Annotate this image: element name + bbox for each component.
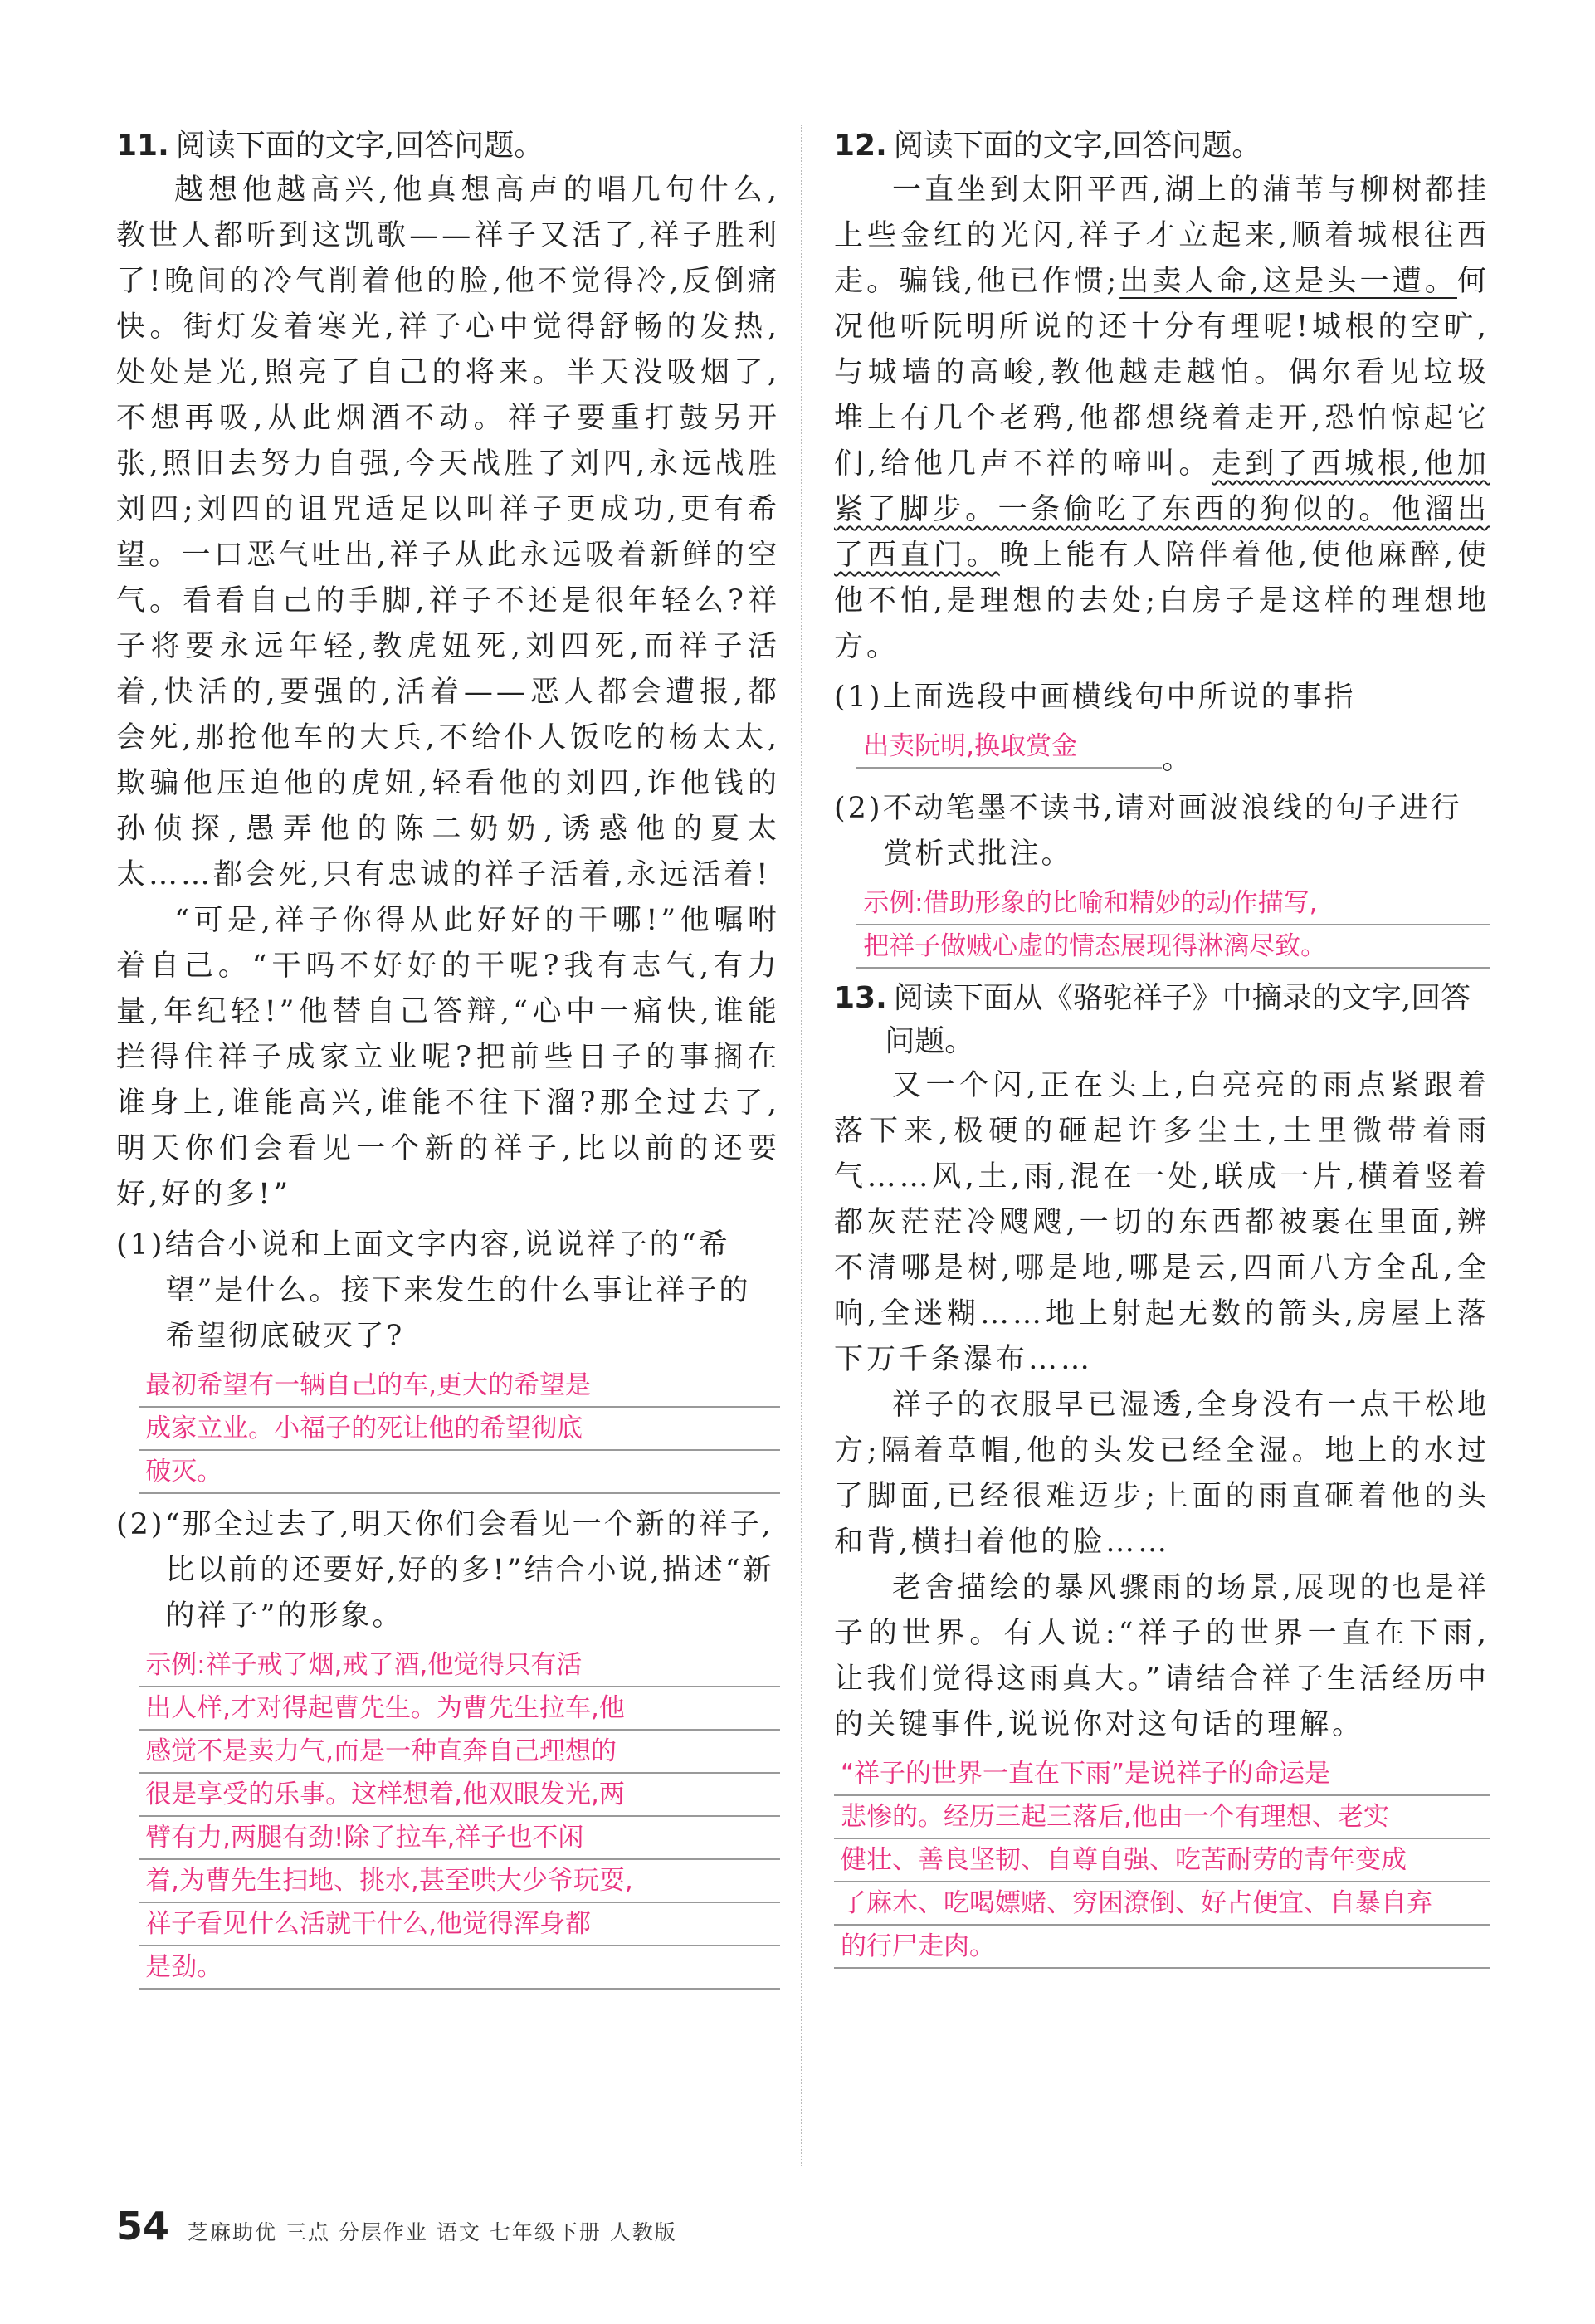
q12-sub1-text: 上面选段中画横线句中所说的事指: [882, 681, 1356, 714]
answer-line: 破灭。: [139, 1451, 780, 1494]
q11-sub2-question: [116, 1502, 780, 1639]
q12-sub1-answer: [834, 725, 1490, 778]
page-number: 54: [116, 2204, 170, 2248]
answer-line: 出人样,才对得起曹先生。为曹先生拉车,他: [139, 1687, 780, 1731]
q11-heading: [116, 124, 780, 168]
q13-passage-2: 祥子的衣服早已湿透,全身没有一点干松地方;隔着草帽,他的头发已经全湿。地上的水过了脚面,已经很难迈步;上面的雨直砸着他的头和背,横扫着他的脸……: [834, 1389, 1490, 1559]
answer-line: 祥子看见什么活就干什么,他觉得浑身都: [139, 1903, 780, 1946]
book-info: 芝麻助优 三点 分层作业 语文 七年级下册 人教版: [188, 2220, 677, 2244]
answer-line: 最初希望有一辆自己的车,更大的希望是: [139, 1365, 780, 1408]
answer-line: 着,为曹先生扫地、挑水,甚至哄大少爷玩耍,: [139, 1860, 780, 1903]
q12-number: 12.: [834, 129, 887, 163]
q13-passage-1: 又一个闪,正在头上,白亮亮的雨点紧跟着落下来,极硬的砸起许多尘土,土里微带着雨气……风,土,雨,混在一处,联成一片,横着竖着都灰茫茫冷飕飕,一切的东西都被裹在里面,辨不清哪是树,哪是地,哪是云,四面八方全乱,全响,全迷糊……地上射起无数的箭头,房屋上落下万千条瀑布……: [834, 1069, 1490, 1376]
answer-line: 很是享受的乐事。这样想着,他双眼发光,两: [139, 1774, 780, 1817]
q12-sub2-answer: [834, 882, 1490, 969]
left-column: [116, 124, 780, 1998]
q11-sub2-label: (2): [116, 1508, 165, 1541]
q11-sub1-question: [116, 1223, 780, 1360]
q12-sub2-question: [834, 786, 1490, 877]
q12-passage-b: 何况他听阮明所说的还十分有理呢!城根的空旷,与城墙的高峻,教他越走越怕。偶尔看见垃圾堆上有几个老鸦,他都想绕着走开,恐怕惊起它们,给他几声不祥的啼叫。: [834, 265, 1490, 481]
right-column: [834, 124, 1490, 1977]
answer-line: 的行尸走肉。: [834, 1926, 1490, 1969]
q11-sub1-answer: [116, 1365, 780, 1494]
q13-passage-3: 老舍描绘的暴风骤雨的场景,展现的也是祥子的世界。有人说:“祥子的世界一直在下雨,让我们觉得这雨真大。”请结合祥子生活经历中的关键事件,说说你对这句话的理解。: [834, 1571, 1490, 1741]
q11-passage-1: 越想他越高兴,他真想高声的唱几句什么,教世人都听到这凯歌——祥子又活了,祥子胜利了!晚间的冷气削着他的脸,他不觉得冷,反倒痛快。街灯发着寒光,祥子心中觉得舒畅的发热,处处是光,照亮了自己的将来。半天没吸烟了,不想再吸,从此烟酒不动。祥子要重打鼓另开张,照旧去努力自强,今天战胜了刘四,永远战胜刘四;刘四的诅咒适足以叫祥子更成功,更有希望。一口恶气吐出,祥子从此永远吸着新鲜的空气。看看自己的手脚,祥子不还是很年轻么?祥子将要永远年轻,教虎妞死,刘四死,而祥子活着,快活的,要强的,活着——恶人都会遭报,都会死,那抢他车的大兵,不给仆人饭吃的杨太太,欺骗他压迫他的虎妞,轻看他的刘四,诈他钱的孙侦探,愚弄他的陈二奶奶,诱惑他的夏太太……都会死,只有忠诚的祥子活着,永远活着!: [116, 173, 780, 891]
q12-underlined-sentence: 出卖人命,这是头一遭。: [1119, 265, 1457, 298]
q12-passage-a: 一直坐到太阳平西,湖上的蒲苇与柳树都挂上些金红的光闪,祥子才立起来,顺着城根往西走。骗钱,他已作惯;: [834, 173, 1490, 298]
q12-title: 阅读下面的文字,回答问题。: [893, 129, 1262, 163]
q13-answer: [834, 1753, 1490, 1969]
q11-passage-2: “可是,祥子你得从此好好的干哪!”他嘱咐着自己。“干吗不好好的干呢?我有志气,有力量,年纪轻!”他替自己答辩,“心中一痛快,谁能拦得住祥子成家立业呢?把前些日子的事搁在谁身上,谁能高兴,谁能不往下溜?那全过去了,明天你们会看见一个新的祥子,比以前的还要好,好的多!”: [116, 904, 780, 1211]
q13-number: 13.: [834, 981, 887, 1015]
q11-sub2-answer: [116, 1644, 780, 1990]
column-divider: [801, 124, 802, 2166]
q11-sub1-text: 结合小说和上面文字内容,说说祥子的“希望”是什么。接下来发生的什么事让祥子的希望彻底破灭了?: [164, 1228, 751, 1353]
answer-line: 健壮、善良坚韧、自尊自强、吃苦耐劳的青年变成: [834, 1839, 1490, 1882]
answer-line: 臂有力,两腿有劲!除了拉车,祥子也不闲: [139, 1817, 780, 1860]
q11-title: 阅读下面的文字,回答问题。: [175, 129, 544, 163]
q12-passage-c: 晚上能有人陪伴着他,使他麻醉,使他不怕,是理想的去处;白房子是这样的理想地方。: [834, 539, 1490, 663]
answer-line: 悲惨的。经历三起三落后,他由一个有理想、老实: [834, 1796, 1490, 1839]
answer-line: 是劲。: [139, 1946, 780, 1990]
q12-passage: [834, 168, 1490, 670]
q11-number: 11.: [116, 129, 169, 163]
q12-heading: [834, 124, 1490, 168]
answer-line: 示例:借助形象的比喻和精妙的动作描写,: [856, 882, 1490, 925]
answer-line: 把祥子做贼心虚的情态展现得淋漓尽致。: [856, 925, 1490, 969]
answer-line: 感觉不是卖力气,而是一种直奔自己理想的: [139, 1731, 780, 1774]
q13-heading: [834, 977, 1490, 1063]
answer-line: 出卖阮明,换取赏金: [856, 725, 1162, 769]
q12-sub1-label: (1): [834, 681, 883, 714]
q11-sub2-text: “那全过去了,明天你们会看见一个新的祥子,比以前的还要好,好的多!”结合小说,描述“新的祥子”的形象。: [164, 1508, 774, 1633]
q11-sub1-label: (1): [116, 1228, 165, 1262]
answer-line: 了麻木、吃喝嫖赌、穷困潦倒、好占便宜、自暴自弃: [834, 1882, 1490, 1926]
answer-line: 成家立业。小福子的死让他的希望彻底: [139, 1408, 780, 1451]
q13-title: 阅读下面从《骆驼祥子》中摘录的文字,回答问题。: [885, 981, 1471, 1058]
q12-sub1-end: 。: [1162, 743, 1192, 776]
q12-sub1-question: [834, 675, 1490, 720]
page-footer: [116, 2204, 677, 2248]
q12-sub2-label: (2): [834, 792, 883, 825]
q12-wavy-sentence: 走到了西城根,他加紧了脚步。一条偷吃了东西的狗似的。他溜出了西直门。: [834, 447, 1490, 572]
answer-line: “祥子的世界一直在下雨”是说祥子的命运是: [834, 1753, 1490, 1796]
answer-line: 示例:祥子戒了烟,戒了酒,他觉得只有活: [139, 1644, 780, 1687]
q12-sub2-text: 不动笔墨不读书,请对画波浪线的句子进行赏析式批注。: [882, 792, 1462, 871]
